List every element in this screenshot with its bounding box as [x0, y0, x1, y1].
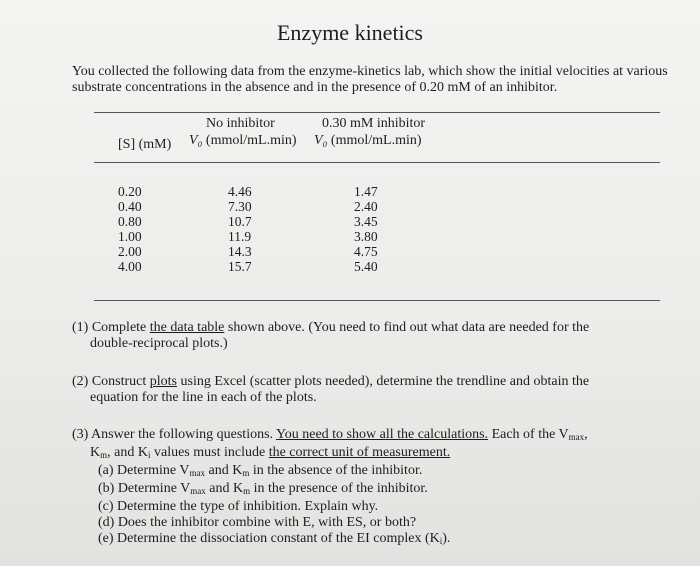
table-header-rule: [94, 162, 660, 163]
q1-prefix: (1) Complete: [72, 320, 150, 335]
table-cell: 3.80: [354, 229, 378, 244]
table-cell: 3.45: [354, 214, 378, 229]
table-cell: 0.40: [118, 199, 142, 214]
subquestion-d: (d) Does the inhibitor combine with E, with ES, or both?: [98, 515, 417, 530]
column-substrate: [118, 184, 142, 274]
question-2: [72, 374, 672, 406]
v0-symbol: V₀: [314, 133, 328, 148]
table-cell: 15.7: [228, 259, 252, 274]
subquestion-b: (b) Determine $V_{max}$ and $K_m$ in the presence of the inhibitor.: [98, 481, 428, 496]
table-cell: 2.00: [118, 244, 142, 259]
table-cell: 14.3: [228, 244, 252, 259]
q1-rest: shown above. (You need to find out what data are needed for the: [224, 320, 590, 335]
table-bottom-rule: [94, 300, 660, 301]
q3-prefix: (3) Answer the following questions.: [72, 427, 277, 442]
page-title: Enzyme kinetics: [276, 20, 423, 45]
question-3: (3) Answer the following questions. You need to show all the calculations. Each of the $V_{max}$, $K_m$, and $K_i$ values must include the correct unit of measurement. (a) Determine $V_{max}$ and $K_m$ in the absence of the inhibitor. (b) Determine $V_{max}$ and $K_m$ in the presence of the inhibitor. (c) Determine the type of inhibition. Explain why. (d) Does the inhibitor combine with E, with ES, or both? (e) Determine the dissociation constant of the EI complex $(K_i)$.: [72, 427, 672, 549]
subquestion-e: (e) Determine the dissociation constant of the EI complex $(K_i)$.: [98, 531, 451, 546]
km-subscript: m: [100, 450, 108, 460]
table-cell: 10.7: [228, 214, 252, 229]
q1-underlined: the data table: [149, 320, 225, 335]
question-1: [72, 320, 672, 352]
q2-prefix: (2) Construct: [72, 374, 150, 389]
column-inhibitor: [354, 184, 378, 274]
q2-underlined: plots: [149, 374, 177, 389]
table-cell: 4.46: [228, 184, 252, 199]
header-v0-inhibitor: [314, 133, 422, 149]
table-cell: 5.40: [354, 259, 378, 274]
table-cell: 0.20: [118, 184, 142, 199]
header-inhibitor: 0.30 mM inhibitor: [322, 116, 426, 131]
column-no-inhibitor: [228, 184, 252, 274]
v0-symbol: V₀: [189, 133, 203, 148]
q2-rest: using Excel (scatter plots needed), determine the trendline and obtain the: [177, 374, 590, 389]
table-cell: 2.40: [354, 199, 378, 214]
subquestion-c: (c) Determine the type of inhibition. Explain why.: [98, 499, 379, 514]
q3-mid: Each of the V: [488, 427, 569, 442]
table-cell: 0.80: [118, 214, 142, 229]
table-cell: 4.00: [118, 259, 142, 274]
v0-units: (mmol/mL.min): [205, 133, 297, 148]
vmax-subscript: max: [568, 432, 585, 442]
table-cell: 7.30: [228, 199, 252, 214]
q3-underlined: You need to show all the calculations.: [276, 427, 489, 442]
q2-line2: equation for the line in each of the plots.: [90, 390, 317, 405]
ki-subscript: i: [147, 450, 151, 460]
table-cell: 4.75: [354, 244, 378, 259]
v0-units: (mmol/mL.min): [330, 133, 422, 148]
intro-paragraph: You collected the following data from the enzyme-kinetics lab, which show the initial velocities at various substrate concentrations in the absence and in the presence of 0.20 mM of an inhibitor.: [72, 64, 668, 95]
header-substrate: [S] (mM): [118, 137, 172, 152]
q3-unit-underlined: the correct unit of measurement.: [268, 445, 451, 460]
table-cell: 11.9: [228, 229, 252, 244]
header-no-inhibitor: No inhibitor: [206, 116, 275, 131]
table-cell: 1.47: [354, 184, 378, 199]
table-cell: 1.00: [118, 229, 142, 244]
subquestion-a: (a) Determine $V_{max}$ and $K_m$ in the absence of the inhibitor.: [98, 463, 423, 478]
q1-line2: double-reciprocal plots.): [90, 336, 228, 351]
header-v0-no-inhibitor: [189, 133, 297, 149]
table-top-rule: [94, 112, 660, 113]
